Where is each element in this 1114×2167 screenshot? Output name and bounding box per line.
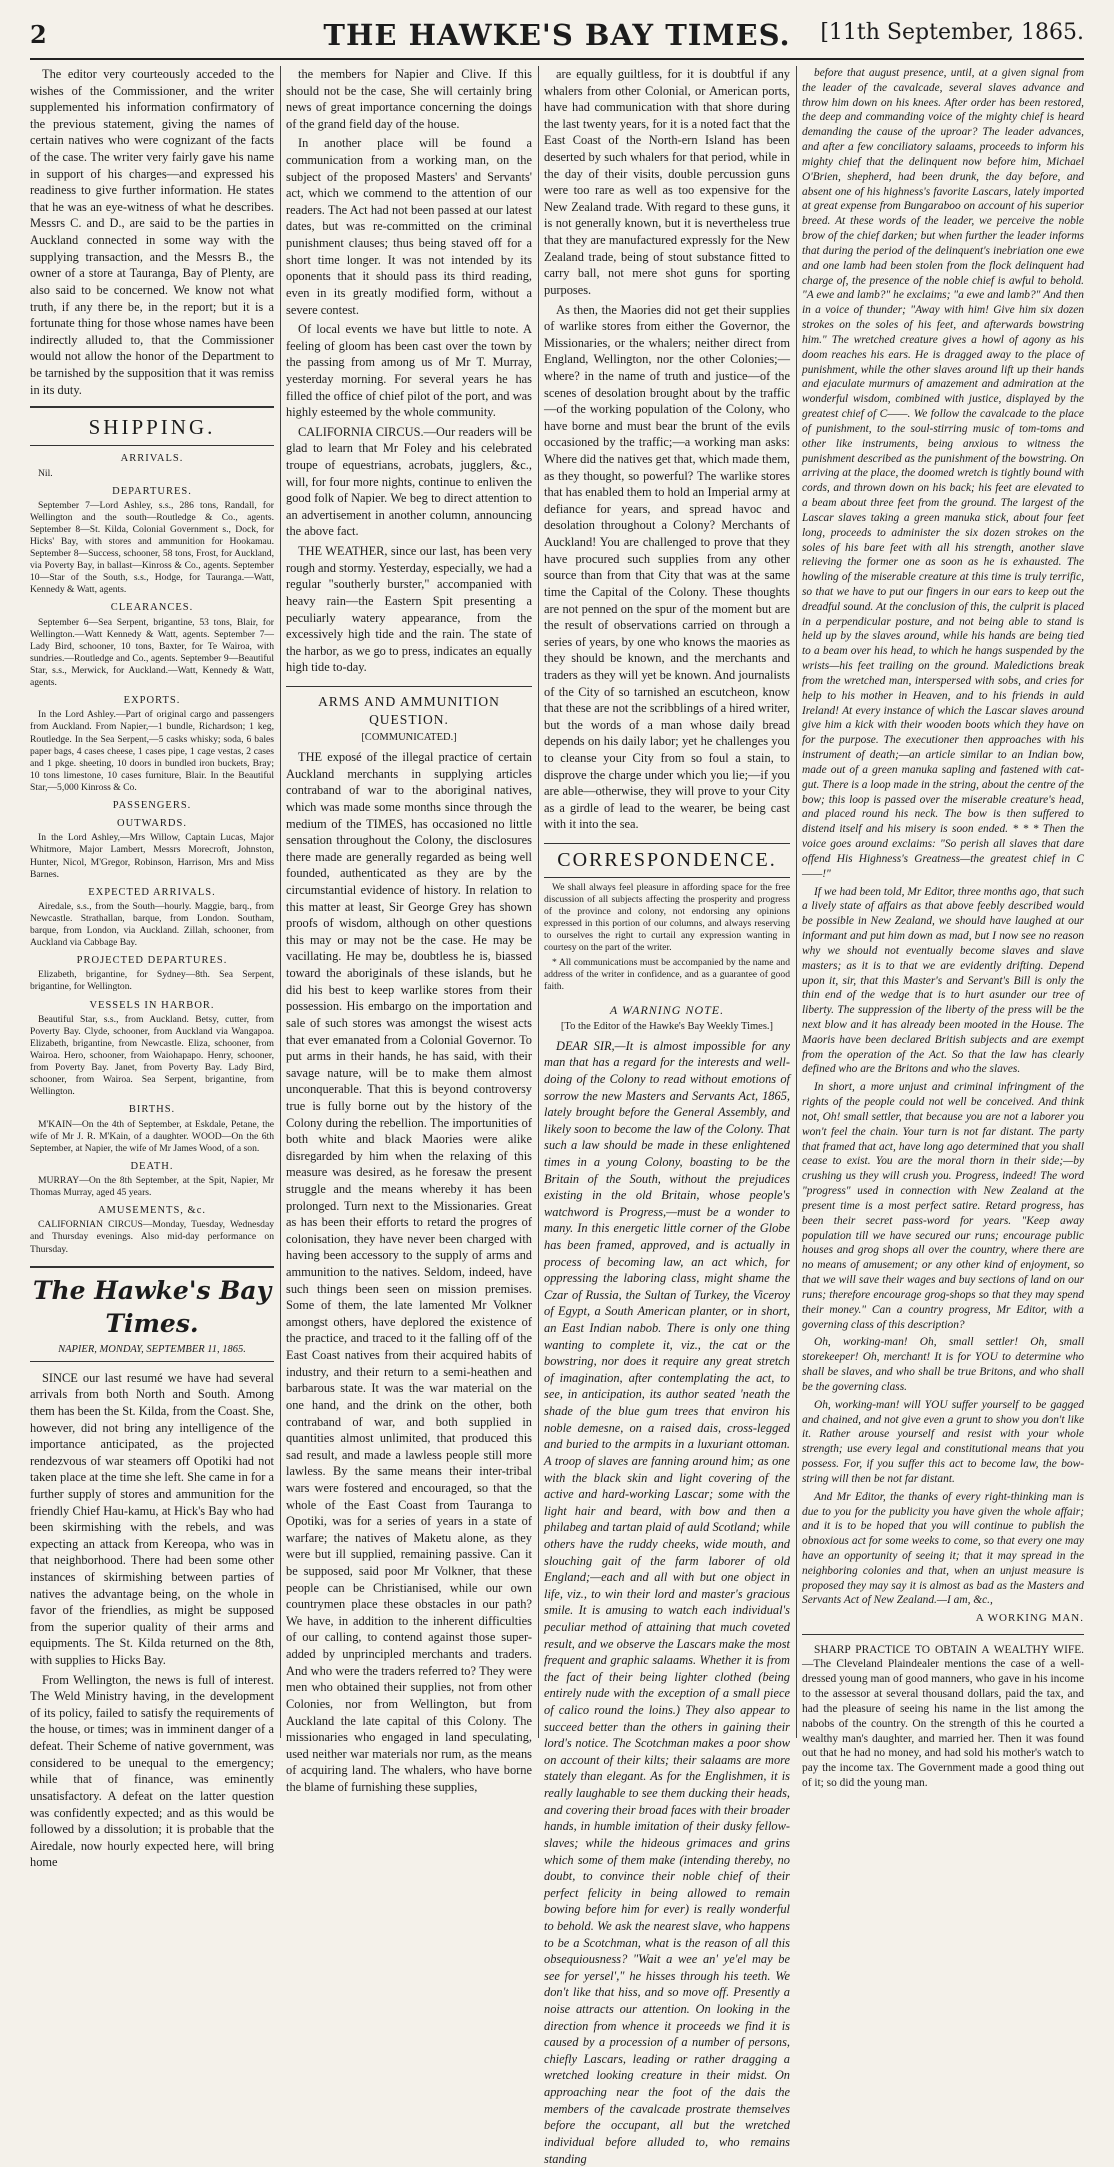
clearances-label: CLEARANCES. <box>110 602 194 614</box>
dateline: NAPIER, MONDAY, SEPTEMBER 11, 1865. <box>30 1343 274 1362</box>
arms-paragraph: As then, the Maories did not get their supplies of warlike stores from either the Governor, the Missionaries, or the whalers; neither direct from England, Wellington, nor the other Colonies;—where? in the name of truth and justice—of the scenes of desolation brought about by the traffic—of the working population of the Colony, who have borne and must bear the brunt of the evils occasioned by the traffic;—a working man asks: Where did the natives get that, which made them, as they thought, so powerful? The warlike stores that has enabled them to hold an Imperial army at defiance for years, and spread havoc and desolation throughout a Colony? Merchants of Auckland! You are challenged to prove that they have procured such supplies from any other source than from that City that was at the same time the Capital of the Colony. These thoughts are not penned on the spur of the moment but are the result of observations carried on through a series of years, by one who knows the maories as they should be known, and the merchants and traders as they will yet be known. And journalists of the City of so tarnished an escutcheon, know that these are not the scribblings of a hired writer, but the words of a man whose daily bread depends on his daily labor; yet he challenges you to cleanse your City from so foul a stain, to disprove the charge under which you lie;—if you are able—otherwise, they will prove to your City as a girdle of lead to the wearer, be being cast with it into the sea. <box>544 302 791 832</box>
column-rule <box>280 66 281 1738</box>
departures-list: September 7—Lord Ashley, s.s., 286 tons, Randall, for Wellington and the south—Routledge & Co., agents. September 8—St. Kilda, Colonial Government s., Dock, for Hicks' Bay, with stores and ammunition for Hookamau. September 8—Success, schooner, 58 tons, Frost, for Auckland, via Poverty Bay, in ballast—Kinross & Co., agents. September 10—Star of the South, s.s., Hodge, for Tauranga.—Watt, Kennedy & Watt, agents. <box>30 499 274 596</box>
vessels-list: Beautiful Star, s.s., from Auckland. Betsy, cutter, from Poverty Bay. Clyde, schooner, from Auckland via Wangapoa. Elizabeth, brigantine, from Newcastle. Eliza, schooner, from Wairoa. Hero, schooner, from Waiohapapo. Henry, schooner, from Poverty Bay. Janet, from Poverty Bay. Lady Bird, schooner, from Wairoa. Sea Serpent, brigantine, from Wellington. <box>30 1013 274 1098</box>
projected-label: PROJECTED DEPARTURES. <box>76 955 228 967</box>
lead-paragraph: From Wellington, the news is full of interest. The Weld Ministry having, in the development of its policy, failed to satisfy the requirements of the house, or times; was in imminent danger of a defeat. Their Scheme of native government, was considered to be unequal to the emergency; while that of finance, was eminently unsatisfactory. A defeat on the latter question was confidently expected; and as this would be followed by a dissolution; it is probable that the Airedale, now hourly expected here, will bring home <box>30 1672 274 1870</box>
shipping-heading: SHIPPING. <box>30 406 274 446</box>
exports-label: EXPORTS. <box>123 695 181 707</box>
passengers-list: In the Lord Ashley,—Mrs Willow, Captain Lucas, Major Whitmore, Major Lambert, Messrs Morecroft, Johnston, Hunter, Nicol, M'Gregor, Robinson, Harrison, Mrs and Miss Barnes. <box>30 832 274 880</box>
column-1 <box>30 66 274 1870</box>
letter-paragraph: In short, a more unjust and criminal infringment of the rights of the people could not well be conceived. And think not, Oh! small settler, that because you are not a laborer you won't feel the chain. Your turn is not far distant. The party that framed that act, have long ago determined that you shall cease to exist. You are the moral thorn in their side;—by crushing us they will crush you. Progress, indeed! The word "progress" used in connection with New Zealand at the present time is a most perfect satire. Retard progress, has been their secret pass-word for years. "Keep away population till we have secured our runs; encourage public houses and grog shops all over the country, where there are no means of amusement; or any other kind of enjoyment, so that we will save their wages and buy sections of land on our runs; therefore encourage grog-shops so that they may spend their money." Can a country progress, Mr Editor, with a governing class of this description? <box>802 1081 1084 1331</box>
letter-paragraph: DEAR SIR,—It is almost impossible for any man that has a regard for the interests and well-doing of the Colony to read without emotions of sorrow the new Masters and Servants Act, 1865, lately brought before the General Assembly, and likely soon to become the law of the Colony. That such a law should be made in these enlightened times in a young Colony, boasting to be the Britain of the South, without the prejudices existing in the old Britain, whose people's watchword is Progress,—must be a wonder to many. In this energetic little corner of the Globe has been framed, approved, and is actually in process of becoming law, an act which, for oppressing the laboring class, might shame the Czar of Russia, the Sultan of Turkey, the Viceroy of Egypt, a South American planter, or in short, an East Indian nabob. There is only one thing wanting to complete it, viz., the cat or the bowstring, nor does it require any great stretch of imagination, after contemplating the act, to see, in anticipation, its author seated 'neath the shade of the blue gum trees that environ his noble demesne, on a raised dais, cross-legged and buried to the armpits in a luxuriant ottoman. A troop of slaves are fanning around him; as one with the black skin and light covering of the active and hard-working Lascar; some with the light hair and beard, with bow and then a philabeg and tartan plaid of auld Scotland; while others have the ruddy cheeks, wide mouth, and slouching gait of the farm laborer of old England;—each and all with but one object in life, viz., to win their lord and master's gracious smile. It is amusing to watch each individual's peculiar method of attaining that much coveted result, and we observe the Lascars make the most frequent and graphic salaams. Whether it is from the fact of their being lighter clothed (being entirely nude with the exception of a small piece of calico round the loins.) They also appear to succeed better than the others in gaining their lord's notice. The Scotchman makes a poor show on account of their kilts; their salaams are more stately than elegant. As for the Englishmen, it is really laughable to see them ducking their heads, and covering their broad faces with their broader hands, in humble imitation of their dusky fellow-slaves; while the hideous grimaces and grins which some of them make (intending thereby, no doubt, to convince their noble chief of their perfect felicity in being allowed to remain bowing before him for ever) is really wonderful to behold. We ask the nearest slave, who happens to be a Scotchman, what is the reason of all this obsequiousness? "Wait a wee an' ye'el may be see for yersel'," he hisses through his teeth. We don't like that hiss, and so move off. Presently a noise attracts our attention. On looking in the direction from whence it proceeds we find it is caused by a procession of a number of persons, chiefly Lascars, leading or rather dragging a wretched looking creature in their midst. On approaching near the foot of the dais the members of the cavalcade prostrate themselves before the occupant, all but the wretched individual before alluded to, who remains standing <box>544 1038 790 2166</box>
article-paragraph: In another place will be found a communication from a working man, on the subject of the proposed Masters' and Servants' act, which we commend to the attention of our readers. The Act had not been passed at our latest dates, but was re-committed on the criminal punishment clauses; thus being staved off for a short time longer. It was not intended by its oponents that it should pass its third reading, even in its greatly modified form, without a severe contest. <box>286 136 532 317</box>
passengers-label: PASSENGERS. <box>112 799 192 811</box>
editor-note-text: We shall always feel pleasure in affording space for the free discussion of all subjects affecting the prosperity and progress of the province and colony, not endorsing any opinions expressed in this portion of our columns, and always reserving to ourselves the right to curtail any expression wanting in courtesy on the part of the writer. <box>544 881 790 954</box>
projected-list: Elizabeth, brigantine, for Sydney—8th. Sea Serpent, brigantine, for Wellington. <box>30 969 274 993</box>
exports-list: In the Lord Ashley.—Part of original cargo and passengers from Auckland. From Napier,—1 bundle, Richardson; 1 keg, Routledge. In the Sea Serpent,—5 casks whisky; soda, 6 bales paper bags, 4 cases cheese, 1 cases pipe, 1 cage vestas, 2 cases and 1 pkge. sheeting, 10 doors in bundled iron buckets, Bray; 10 tons limestone, 10 cases furniture, Blair. In the Beautiful Star,—5,000 Kinross & Co. <box>30 709 274 793</box>
column-rule <box>538 66 539 1738</box>
masthead <box>30 18 1084 60</box>
letter-paragraph: Oh, working-man! Oh, small settler! Oh, small storekeeper! Oh, merchant! It is for YOU to determine who shall be slaves, and who shall be true Britons, and who shall be the governing class. <box>802 1336 1084 1393</box>
death-notice: MURRAY—On the 8th September, at the Spit, Napier, Mr Thomas Murray, aged 45 years. <box>30 1175 274 1199</box>
article-paragraph: the members for Napier and Clive. If this should not be the case, She will certainly bring news of great importance concerning the doings of the grand field day of the house. <box>286 67 532 131</box>
correspondence-heading: CORRESPONDENCE. <box>544 843 790 878</box>
to-editor-line: [To the Editor of the Hawke's Bay Weekly Times.] <box>560 1020 774 1032</box>
letter-body <box>544 1038 790 2167</box>
amusements-label: AMUSEMENTS, &c. <box>97 1205 207 1217</box>
nameplate: The Hawke's Bay Times. <box>30 1266 274 1341</box>
departures-label: DEPARTURES. <box>112 485 192 497</box>
column-rule <box>796 66 797 1738</box>
births-label: BIRTHS. <box>128 1104 176 1116</box>
editor-note-text: * All communications must be accompanied by the name and address of the writer in confidence, and as a guarantee of good faith. <box>544 957 790 993</box>
outwards-label: OUTWARDS. <box>117 818 187 830</box>
shipping-section <box>30 452 274 1255</box>
letter-signature: A WORKING MAN. <box>975 1612 1084 1625</box>
communicated-label: [COMMUNICATED.] <box>361 732 457 744</box>
page-number: 2 <box>30 20 47 49</box>
vessels-label: VESSELS IN HARBOR. <box>89 999 215 1011</box>
column-4 <box>802 66 1084 1790</box>
letter-paragraph: Oh, working-man! will YOU suffer yourself to be gagged and chained, and not give even a grunt to show you don't like it. Rather arouse yourself and resist with your whole strength; use every legal and constitutional means that you possess. For, if you suffer this act to become law, the bow-string will then be not far distant. <box>802 1398 1084 1485</box>
weather-notice: THE WEATHER, since our last, has been very rough and stormy. Yesterday, especially, we had a regular "southerly burster," accompanied with heavy rain—the Eastern Spit presenting a peculiarly watery appearance, from the excessively high tide and the rain. The state of the harbor, as we go to press, indicates an equally high tide to-day. <box>286 544 532 675</box>
expected-list: Airedale, s.s., from the South—hourly. Maggie, barq., from Newcastle. Strathallan, barque, from London. Southam, barque, from London, via Auckland. Zillah, schooner, from Auckland via Cabbage Bay. <box>30 900 274 949</box>
death-label: DEATH. <box>130 1160 174 1172</box>
section-divider <box>802 1634 1084 1635</box>
clearances-list: September 6—Sea Serpent, brigantine, 53 tons, Blair, for Wellington.—Watt Kennedy & Watt, agents. September 7—Lady Bird, schooner, 10 tons, Baxter, for Te Wairoa, with sundries.—Routledge and Co., agents. September 9—Beautiful Star, s.s., Merwick, for Auckland.—Watt, Kennedy & Watt, agents. <box>30 616 274 689</box>
letter-paragraph: before that august presence, until, at a given signal from the leader of the cavalcade, several slaves advance and throw him down on his knees. After order has been restored, the deep and commanding voice of the mighty chief is heard demanding the cause of the uproar? The leader advances, and after a few conciliatory salaams, proceeds to inform his mighty chief that the delinquent now before him, Michael O'Brien, shepherd, had been drunk, the day before, and absent one of his highness's favorite Lascars, lately imported at great expense from Bungaraboo on account of his superior breed. At these words of the leader, we perceive the noble brow of the chief darken; but when further the leader informs that during the period of the delinquent's inebriation one ewe and one lamb had been stolen from the flock delinquent had charge of, the presence of the noble chief is awful to behold. "A ewe and lamb?" he exclaims; "a ewe and lamb?" And then in a voice of thunder; "Away with him! Give him six dozen strokes on the soles of his feet, and afterwards bowstring him." The wretched creature gives a howl of agony as his doom reaches his ears. He is dragged away to the place of punishment, while the other slaves around lift up their hands and ejaculate murmurs of amazement and admiration at the wonderful wisdom, combined with justice, displayed by the greatest chief of C——. We follow the cavalcade to the place of punishment, to the soul-stirring music of tom-toms and other like instruments, being anxious to witness the punishment described as the punishment of the bowstring. On arriving at the place, the doomed wretch is tightly bound with cords, and thrown down on his back; his feet are elevated to a beam about three feet from the ground. The largest of the Lascar slaves taking a green manuka stick, about four feet long, proceeds to administer the six dozen strokes on the soles of his bare feet with all his strength, another slave relieving the former one as soon as he is exhausted. The howling of the miserable creature at this time is truly terrific, so that we have to put our fingers in our ears to keep out the dreadful sound. At the conclusion of this, the culprit is placed in a perpendicular posture, and not being able to stand is held up by the slaves around, while his hands are being tied to a beam over his head, to which he hangs suspended by the wrists—his feet trailing on the ground. Maledictions break from the wretched man, interspersed with sobs, and cries for help to his mother in Heaven, and to his friends in auld Ireland! At every instance of which the Lascar slaves around give him a kick with their wooden boots which they have on for the purpose. The executioner then approaches with his instrument of death;—an article similar to an Indian bow, made out of a green manuka sapling and fastened with cat-gut. There is a loop made in the string, about the centre of the bow; this loop is passed over the miserable creature's head, and placed round his neck. The bow is then suffered to distend itself and his misery is soon ended. * * * Then the voice goes around exclaims: "So perish all slaves that dare offend His Highness's Greatness—the greatest chief in C——!" <box>802 67 1084 880</box>
column-2 <box>286 66 532 1794</box>
arms-paragraph: THE exposé of the illegal practice of certain Auckland merchants in supplying articles contraband of war to the aboriginal natives, which was made some months since through the medium of the TIMES, has occasioned no little sensation throughout the Colony, the disclosures there made are generally regarded as being well founded, authenticated as they are by the circumstantial evidence of history. In relation to this matter at least, Sir George Grey has shown proofs of wisdom, although on other questions this may or may not be the case. He may be vacillating. He may be, doubtless he is, biassed toward the aboriginals of these islands, but he did his best to keep warlike stores from their possession. His embargo on the importation and sale of such stores was amongst the wisest acts that ever emanated from a Colonial Governor. To put arms in their hands, he has said, with their savage nature, will be to make them almost unconquerable. That this is beyond controversy true is fully borne out by the history of the Colony during the rebellion. The importunities of both white and black Maories were alike disregarded by him when the relaxing of this measure was desired, as he foresaw the present struggle and the means whereby it has been prolonged. Turn next to the Missionaries. Great as has been their efforts to retard the progres of colonisation, they have never been charged with having been accessory to the supply of arms and ammunition to the natives. Seldom, indeed, have such things been seen on mission premises. Some of them, the late lamented Mr Volkner amongst others, have deplored the existence of the practice, and traced to it the falling off of the East Coast natives from their acquired habits of industry, and their return to a semi-heathen and barbarous state. It was the war material on the one hand, and the drink on the other, both contraband of war, and both supplied in quantities almost unlimited, that produced this sad result, and made a lawless people still more lawless. By the same means their inter-tribal wars were fostered and encouraged, so that the whole of the East Coast from Tauranga to Opotiki, was for a series of years in a state of warfare; the natives of Maketu alone, as they were but ill supplied, remaining passive. Can it be supposed, said poor Mr Volkner, that these people can be Christianised, while our own countrymen place these obstacles in our path? We have, in addition to the inherent difficulties of our calling, to contend against those super-added by unprincipled merchants and traders. And who were the traders referred to? They were men who obtained their supplies, not from other Colonies, nor from Wellington, but from Auckland the late capital of this Colony. The missionaries who engaged in land speculating, used neither war materials nor rum, as the means of acquiring land. The whalers, who have borne the blame of furnishing these supplies, <box>286 750 532 1794</box>
arms-heading: ARMS AND AMMUNITION QUESTION. <box>286 686 532 729</box>
arrivals-nil: Nil. <box>38 467 53 479</box>
births-list: M'KAIN—On the 4th of September, at Eskdale, Petane, the wife of Mr J. R. M'Kain, of a daughter. WOOD—On the 6th September, at Napier, the wife of Mr James Wood, of a son. <box>30 1118 274 1154</box>
expected-label: EXPECTED ARRIVALS. <box>88 886 216 898</box>
issue-date: [11th September, 1865. <box>820 20 1084 45</box>
circus-notice: CALIFORNIA CIRCUS.—Our readers will be glad to learn that Mr Foley and his celebrated troupe of equestrians, acrobats, jugglers, &c., will, for four more nights, continue to enliven the good folk of Napier. We beg to direct attention to an advertisement in another column, announcing the above fact. <box>286 424 532 539</box>
letter-paragraph: And Mr Editor, the thanks of every right-thinking man is due to you for the publicity you have given the whole affair; and it is to be hoped that you will continue to publish the obnoxious act for some weeks to come, so that every one may have an opportunity of seeing it; that it may spread in the neighboring colonies and that, when an unjust measure is proposed they may say it is almost as bad as the Masters and Servants Act of New Zealand.—I am, &c., <box>802 1490 1084 1607</box>
arms-paragraph: are equally guiltless, for it is doubtful if any whalers from other Colonial, or American ports, have had communication with that shore during the last twenty years, for it is a noted fact that the East Coast of the North-ern Island has been deserted by such whalers for that period, while in the day of their visits, double percussion guns were too rare as well as too expensive for the New Zealand trade. With regard to these guns, it is not generally known, but it is nevertheless true that they are manufactured expressly for the New Zealand trade, being of stout substance fitted to carry ball, not mere shot guns for sporting purposes. <box>544 67 790 297</box>
article-paragraph: Of local events we have but little to note. A feeling of gloom has been cast over the town by the passing from among us of Mr T. Murray, yesterday morning. For several years he has filled the office of chief pilot of the port, and was highly esteemed by the whole community. <box>286 322 532 420</box>
column-3 <box>544 66 791 2166</box>
sharp-practice-item: SHARP PRACTICE TO OBTAIN A WEALTHY WIFE. —The Cleveland Plaindealer mentions the case of a well-dressed young man of good manners, who gave in his income to the assessor at several thousand dollars, paid the tax, and had the pleasure of seeing his name in the list among the nabobs of the country. On the strength of this he courted a wealthy man's daughter, and married her. Then it was found out that he had no money, and had sold his mother's watch to pay the income tax. The Government made a good thing out of it; so did the young man. <box>802 1643 1084 1790</box>
warning-heading: A WARNING NOTE. <box>609 1002 725 1017</box>
lead-paragraph: SINCE our last resumé we have had several arrivals from both North and South. Among them has been the St. Kilda, from the Coast. She, however, did not bring any intelligence of the importance anticipated, as the projected rendezvous of war steamers off Opotiki had not taken place at the time she left. She came in for a further supply of stores and ammunition for the friendly Chief Hau-kamu, at Hick's Bay who had been skirmishing with the rebels, and was expecting an attack from Kereopa, who was in that neighborhood. There had been some other instances of skirmishing between parties of natives the advantage being, on the whole in favor of the friendlies, as might be supposed from the superior quality of their arms and equipments. The St. Kilda returned on the 8th, with supplies to Hicks Bay. <box>30 1370 274 1668</box>
arrivals-label: ARRIVALS. <box>120 453 184 465</box>
editor-note <box>544 882 790 994</box>
editor-continuation: The editor very courteously acceded to the wishes of the Commissioner, and the writer supplemented his information confirmatory of the previous statement, giving the names of certain natives who were cognizant of the facts of the case. The writer very fairly gave his name in support of his charges—and expressed his readiness to give further information. He states that he was an eye-witness of what he describes. Messrs C. and D., are said to be the parties in Auckland connected in some way with the supplying transaction, and the Messrs B., the owner of a store at Tauranga, Bay of Plenty, are also said to be concerned. We know not what truth, if any there be, in the report; but it is a fortunate thing for those whose names have been indirectly alluded to, that the Commissioner would not allow the honor of the Department to be tarnished by the supposition that it was remiss in its duty. <box>30 67 274 397</box>
amusements-notice: CALIFORNIAN CIRCUS—Monday, Tuesday, Wednesday and Thursday evenings. Also mid-day performance on Thursday. <box>30 1219 274 1255</box>
paper-title: THE HAWKE'S BAY TIMES. <box>323 18 791 52</box>
letter-paragraph: If we had been told, Mr Editor, three months ago, that such a lively state of affairs as that above feebly described would be possible in New Zealand, we should have laughed at our informant and put him down as mad, but I now see no reason why we should not eventually become slaves and slave masters; as it is to that we are evidently drifting. Depend upon it, sir, that this Master's and Servant's Bill is only the thin end of the wedge that is to hurt asunder our tree of liberty. The suppression of the liberty of the press will be the next blow and it has already been mooted in the House. The Maoris have been declared British subjects and are exempt from the operation of the Act. So that the law has clearly defined who are the Britons and who the slaves. <box>802 885 1084 1076</box>
